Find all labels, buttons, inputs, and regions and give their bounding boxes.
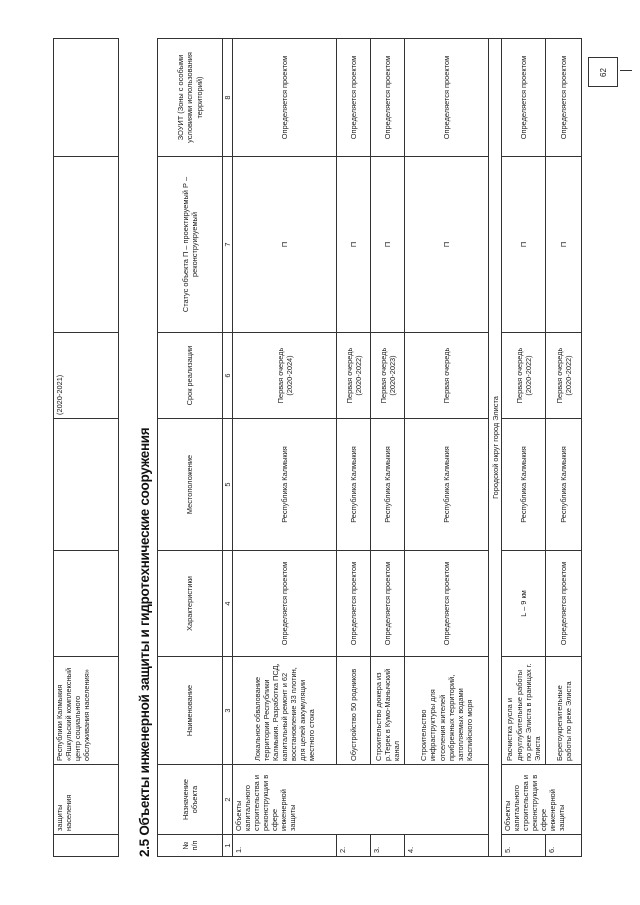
row-characteristics: Определяется проектом	[546, 551, 582, 657]
row-term: Первая очередь (2020-2022)	[502, 333, 546, 419]
row-status: П	[502, 157, 546, 333]
row-location: Республика Калмыкия	[233, 419, 337, 551]
table-row	[371, 39, 405, 857]
table-row	[233, 39, 337, 857]
prev-cell-5	[54, 419, 119, 551]
row-zouit: Определяется проектом	[233, 39, 337, 157]
row-characteristics: Определяется проектом	[371, 551, 405, 657]
row-location: Республика Калмыкия	[337, 419, 371, 551]
row-location: Республика Калмыкия	[546, 419, 582, 551]
row-name: Строительство дюкера из р.Терек в Кумо-Манычский канал	[371, 657, 405, 765]
row-status: П	[546, 157, 582, 333]
prev-cell-7	[54, 157, 119, 333]
row-zouit: Определяется проектом	[546, 39, 582, 157]
column-number: 8	[223, 39, 233, 157]
row-number: 3.	[371, 835, 405, 857]
rotated-content	[53, 39, 573, 857]
row-number: 4.	[405, 835, 489, 857]
row-characteristics: Определяется проектом	[233, 551, 337, 657]
prev-cell-1	[54, 835, 119, 857]
column-number-row	[223, 39, 233, 857]
row-characteristics: Определяется проектом	[405, 551, 489, 657]
prev-cell-4	[54, 551, 119, 657]
page-number-box	[588, 57, 618, 87]
table-row	[337, 39, 371, 857]
engineering-protection-table	[157, 38, 582, 857]
previous-table-row	[54, 39, 119, 857]
row-number: 1.	[233, 835, 337, 857]
row-characteristics: L – 9 км	[502, 551, 546, 657]
section-row	[489, 39, 502, 857]
table-row	[502, 39, 546, 857]
header-location: Местоположение	[158, 419, 223, 551]
row-term: Первая очередь (2020-2023)	[371, 333, 405, 419]
row-status: П	[405, 157, 489, 333]
table-header-row	[158, 39, 223, 857]
section-label: Городской округ город Элиста	[489, 39, 502, 857]
table-row	[405, 39, 489, 857]
row-characteristics: Определяется проектом	[337, 551, 371, 657]
row-status: П	[371, 157, 405, 333]
header-characteristics: Характеристики	[158, 551, 223, 657]
prev-cell-6: (2020-2021)	[54, 333, 119, 419]
table-row	[546, 39, 582, 857]
header-name: Наименование	[158, 657, 223, 765]
prev-cell-2: защиты населения	[54, 765, 119, 835]
column-number: 3	[223, 657, 233, 765]
prev-cell-8	[54, 39, 119, 157]
row-zouit: Определяется проектом	[502, 39, 546, 157]
column-number: 6	[223, 333, 233, 419]
row-location: Республика Калмыкия	[502, 419, 546, 551]
section-heading: 2.5 Объекты инженерной защиты и гидротехнические сооружения	[137, 427, 152, 857]
row-name: Локальное обвалование территории Республики Калмыкия. Разработка ПСД, капитальный ремонт и 62 восстановление 33 плотин, для целей аккумуляции местного стока	[233, 657, 337, 765]
header-zouit: ЗОУИТ (Зоны с особыми условиями использования территорий)	[158, 39, 223, 157]
page-number: 62	[598, 67, 608, 77]
row-term: Первая очередь (2020-2022)	[546, 333, 582, 419]
row-purpose: Объекты капитального строительства и реконструкции в сфере инженерной защиты	[233, 765, 489, 835]
row-term: Первая очередь (2020-2024)	[233, 333, 337, 419]
column-number: 5	[223, 419, 233, 551]
row-zouit: Определяется проектом	[337, 39, 371, 157]
row-zouit: Определяется проектом	[371, 39, 405, 157]
header-status: Статус объекта П – проектируемый Р – реконструируемый	[158, 157, 223, 333]
row-number: 5.	[502, 835, 546, 857]
page-edge-mark	[620, 70, 632, 71]
row-location: Республика Калмыкия	[371, 419, 405, 551]
row-name: Берегоукрепительные работы по реке Элиста	[546, 657, 582, 765]
row-number: 6.	[546, 835, 582, 857]
row-name: Расчистка русла и дноуглубительные работы по реке Элиста в границах г. Элиста	[502, 657, 546, 765]
row-term: Первая очередь (2020-2022)	[337, 333, 371, 419]
column-number: 1	[223, 835, 233, 857]
previous-table-fragment	[53, 38, 119, 857]
header-term: Срок реализации	[158, 333, 223, 419]
row-purpose: Объекты капитального строительства и реконструкции в сфере инженерной защиты	[502, 765, 582, 835]
row-zouit: Определяется проектом	[405, 39, 489, 157]
row-location: Республика Калмыкия	[405, 419, 489, 551]
row-name: Обустройство 50 родников	[337, 657, 371, 765]
header-purpose: Назначение объекта	[158, 765, 223, 835]
column-number: 2	[223, 765, 233, 835]
row-number: 2.	[337, 835, 371, 857]
row-term: Первая очередь	[405, 333, 489, 419]
prev-cell-3: Республики Калмыкия «Яшкульский комплексный центр социального обслуживания населения»	[54, 657, 119, 765]
row-status: П	[337, 157, 371, 333]
row-name: Строительство инфраструктуры для отселения жителей прибрежных территорий, затопляемых водами Каспийского моря	[405, 657, 489, 765]
column-number: 4	[223, 551, 233, 657]
column-number: 7	[223, 157, 233, 333]
header-number: № п/п	[158, 835, 223, 857]
row-status: П	[233, 157, 337, 333]
